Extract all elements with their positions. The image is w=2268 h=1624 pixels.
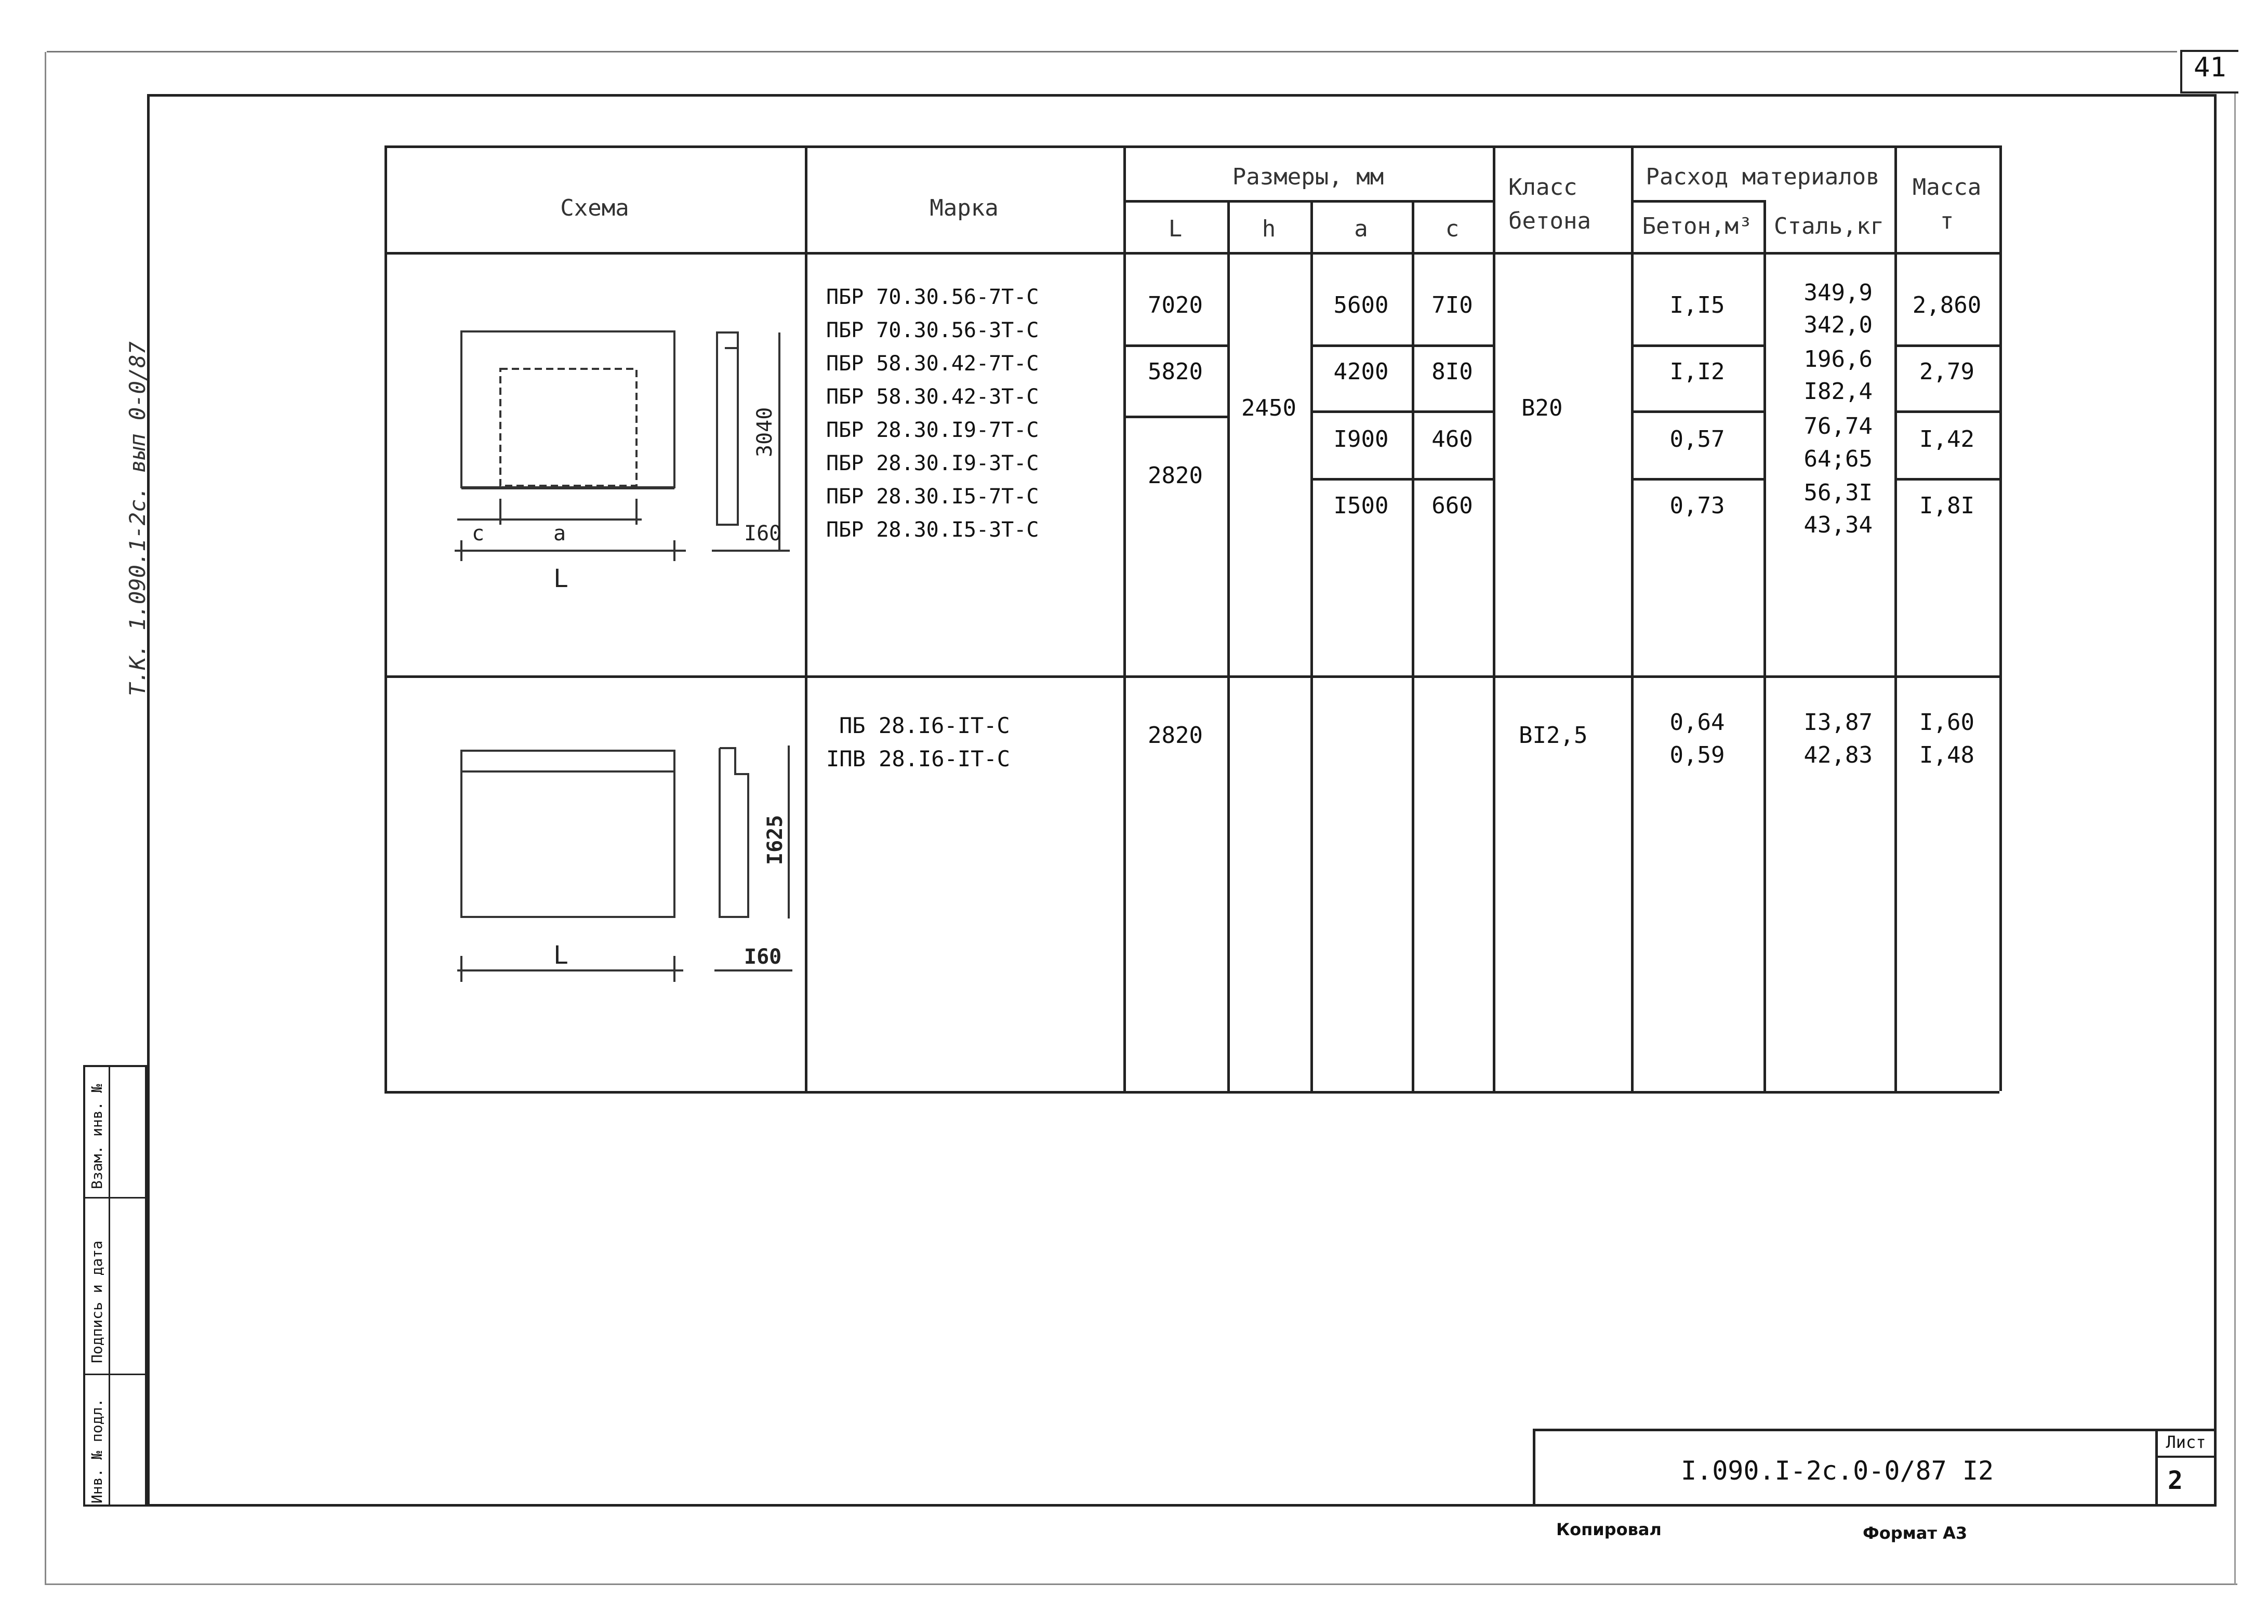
scheme1-outline xyxy=(461,331,674,487)
g1-h: 2450 xyxy=(1241,395,1296,421)
header-materials: Расход материалов xyxy=(1646,164,1880,190)
scheme1-opening xyxy=(500,369,636,486)
g2-class: ВI2,5 xyxy=(1519,722,1588,749)
g2-mark: IПВ 28.I6-IТ-С xyxy=(826,746,1011,771)
g1-steel-5: 76,74 xyxy=(1803,413,1873,440)
g1-mass-1: 2,860 xyxy=(1912,292,1982,318)
g2-steel-2: 42,83 xyxy=(1803,742,1873,768)
g1-mark: ПБР 58.30.42-7Т-С xyxy=(826,352,1039,376)
scheme2-label-h: I625 xyxy=(763,815,787,865)
g1-mark: ПБР 28.30.I9-7Т-С xyxy=(826,418,1039,442)
g1-class: В20 xyxy=(1521,395,1563,421)
scheme2-label-b: I60 xyxy=(744,945,782,969)
g1-mass-2: 2,79 xyxy=(1919,358,1974,385)
g1-c-1: 7I0 xyxy=(1431,292,1473,318)
title-block-sheet-label: Лист xyxy=(2155,1429,2217,1458)
g2-mass-2: I,48 xyxy=(1919,742,1974,768)
g2-steel-1: I3,87 xyxy=(1803,709,1873,736)
g1-a-2: 4200 xyxy=(1333,358,1389,385)
header-dimensions: Размеры, мм xyxy=(1232,164,1384,190)
header-scheme: Схема xyxy=(560,195,629,221)
footer-copied: Копировал xyxy=(1556,1520,1662,1539)
scheme2-outline xyxy=(461,751,674,917)
g2-mass-1: I,60 xyxy=(1919,709,1974,736)
header-mark: Марка xyxy=(930,195,999,221)
g1-mark: ПБР 28.30.I5-3Т-С xyxy=(826,518,1039,542)
scheme1-label-h: 3040 xyxy=(753,407,777,457)
scheme1-label-a: a xyxy=(553,522,566,545)
side-document-code: Т.К. 1.090.1-2с. вып 0-0/87 xyxy=(125,341,150,696)
g1-steel-1: 349,9 xyxy=(1803,279,1873,306)
g1-mark: ПБР 70.30.56-7Т-С xyxy=(826,285,1039,309)
header-mass-2: т xyxy=(1940,208,1954,234)
footer-format: Формат А3 xyxy=(1863,1523,1968,1543)
g1-mark: ПБР 28.30.I9-3Т-С xyxy=(826,451,1039,475)
header-concrete: Бетон,м³ xyxy=(1642,213,1753,239)
g2-L: 2820 xyxy=(1148,722,1203,749)
corner-sheet-number: 41 xyxy=(2194,52,2226,83)
header-mass-1: Масса xyxy=(1912,174,1982,201)
g1-steel-4: I82,4 xyxy=(1803,378,1873,405)
g1-L-2: 5820 xyxy=(1148,358,1203,385)
scheme2-label-L: L xyxy=(553,941,568,970)
g1-steel-2: 342,0 xyxy=(1803,312,1873,338)
stamp-label-signature: Подпись и дата xyxy=(88,1240,105,1363)
header-dim-h: h xyxy=(1262,216,1276,242)
g1-a-4: I500 xyxy=(1333,492,1389,519)
header-class-1: Класс xyxy=(1508,174,1577,201)
g1-a-1: 5600 xyxy=(1333,292,1389,318)
g2-mark: ПБ 28.I6-IТ-С xyxy=(839,713,1010,738)
g1-a-3: I900 xyxy=(1333,426,1389,452)
g1-L-1: 7020 xyxy=(1148,292,1203,318)
stamp-label-vzam: Взам. инв. № xyxy=(88,1084,105,1189)
g2-concrete-1: 0,64 xyxy=(1669,709,1725,736)
g1-c-4: 660 xyxy=(1431,492,1473,519)
title-block-sheet-number: 2 xyxy=(2168,1466,2183,1495)
g1-mark: ПБР 70.30.56-3Т-С xyxy=(826,318,1039,342)
g1-mark: ПБР 58.30.42-3Т-С xyxy=(826,385,1039,409)
header-steel: Сталь,кг xyxy=(1774,213,1884,239)
scheme1-label-b: I60 xyxy=(744,522,782,545)
g1-steel-3: 196,6 xyxy=(1803,346,1873,372)
g1-mark: ПБР 28.30.I5-7Т-С xyxy=(826,485,1039,509)
g1-concrete-2: I,I2 xyxy=(1669,358,1725,385)
g1-steel-6: 64;65 xyxy=(1803,446,1873,472)
g1-L-3: 2820 xyxy=(1148,462,1203,489)
g1-steel-7: 56,3I xyxy=(1803,480,1873,506)
g1-steel-8: 43,34 xyxy=(1803,512,1873,538)
scheme1-label-L: L xyxy=(553,564,568,593)
header-class-2: бетона xyxy=(1508,208,1591,234)
scheme1-side xyxy=(717,332,738,525)
scheme2-side xyxy=(720,748,748,917)
stamp-label-inv-podl: Инв. № подл. xyxy=(88,1398,105,1503)
header-dim-c: c xyxy=(1445,216,1460,242)
header-dim-a: a xyxy=(1354,216,1368,242)
g1-mass-3: I,42 xyxy=(1919,426,1974,452)
scheme1-label-c: c xyxy=(472,522,485,545)
g1-c-2: 8I0 xyxy=(1431,358,1473,385)
g1-concrete-4: 0,73 xyxy=(1669,492,1725,519)
header-dim-L: L xyxy=(1168,216,1183,242)
title-block-code: I.090.I-2с.0-0/87 I2 xyxy=(1681,1456,1994,1486)
g1-c-3: 460 xyxy=(1431,426,1473,452)
g2-concrete-2: 0,59 xyxy=(1669,742,1725,768)
g1-concrete-3: 0,57 xyxy=(1669,426,1725,452)
g1-concrete-1: I,I5 xyxy=(1669,292,1725,318)
g1-mass-4: I,8I xyxy=(1919,492,1974,519)
